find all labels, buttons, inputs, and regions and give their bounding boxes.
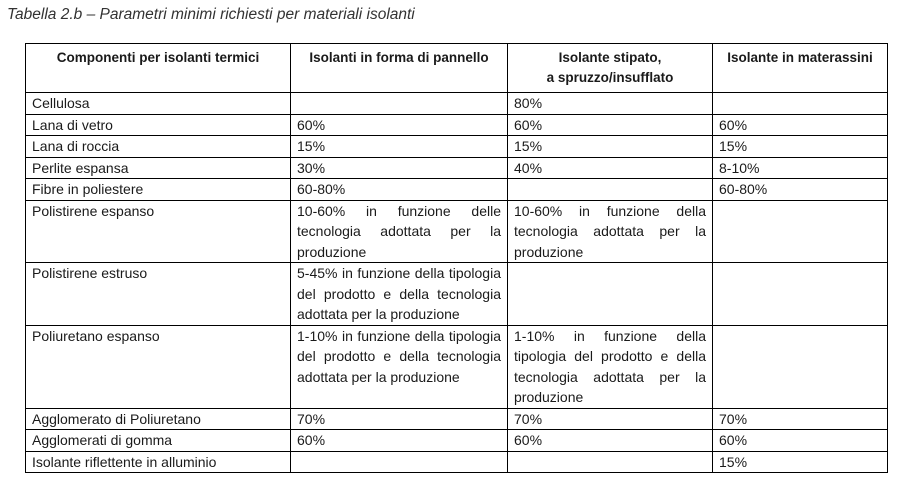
header-mattress: Isolante in materassini [713, 44, 888, 93]
table-row [26, 179, 888, 201]
cell-component: Perlite espansa [26, 157, 291, 179]
insulation-parameters-table [25, 43, 888, 473]
cell-stuffed: 70% [508, 408, 713, 430]
table-row [26, 325, 888, 408]
cell-mattress: 60% [713, 114, 888, 136]
cell-component: Fibre in poliestere [26, 179, 291, 201]
table-header-row [26, 44, 888, 93]
cell-stuffed: 60% [508, 430, 713, 452]
cell-stuffed [508, 263, 713, 326]
cell-panel: 5-45% in funzione della tipologia del prodotto e della tecnologia adottata per la produzione [291, 263, 508, 326]
cell-panel: 60-80% [291, 179, 508, 201]
header-stuffed [508, 44, 713, 93]
cell-panel: 30% [291, 157, 508, 179]
cell-component: Agglomerati di gomma [26, 430, 291, 452]
cell-component: Polistirene estruso [26, 263, 291, 326]
cell-mattress [713, 200, 888, 263]
cell-mattress: 8-10% [713, 157, 888, 179]
cell-panel: 70% [291, 408, 508, 430]
table-row [26, 93, 888, 115]
table-row [26, 136, 888, 158]
header-stuffed-line1: Isolante stipato, [558, 50, 662, 65]
cell-component: Poliuretano espanso [26, 325, 291, 408]
cell-stuffed: 15% [508, 136, 713, 158]
cell-stuffed [508, 451, 713, 473]
cell-mattress: 15% [713, 451, 888, 473]
cell-panel [291, 451, 508, 473]
cell-panel [291, 93, 508, 115]
table-row [26, 157, 888, 179]
cell-mattress: 60-80% [713, 179, 888, 201]
cell-panel: 60% [291, 114, 508, 136]
cell-mattress [713, 263, 888, 326]
cell-panel: 10-60% in funzione delle tecnologia adottata per la produzione [291, 200, 508, 263]
cell-mattress: 70% [713, 408, 888, 430]
cell-mattress [713, 325, 888, 408]
table-row [26, 200, 888, 263]
cell-mattress: 60% [713, 430, 888, 452]
cell-stuffed: 40% [508, 157, 713, 179]
table-row [26, 263, 888, 326]
cell-mattress [713, 93, 888, 115]
cell-panel: 60% [291, 430, 508, 452]
cell-stuffed: 80% [508, 93, 713, 115]
cell-component: Lana di roccia [26, 136, 291, 158]
cell-panel: 1-10% in funzione della tipologia del prodotto e della tecnologia adottata per la produzione [291, 325, 508, 408]
cell-component: Agglomerato di Poliuretano [26, 408, 291, 430]
header-stuffed-line2: a spruzzo/insufflato [546, 70, 674, 85]
cell-mattress: 15% [713, 136, 888, 158]
cell-component: Lana di vetro [26, 114, 291, 136]
table-row [26, 451, 888, 473]
header-components: Componenti per isolanti termici [26, 44, 291, 93]
cell-component: Cellulosa [26, 93, 291, 115]
table-row [26, 430, 888, 452]
cell-stuffed [508, 179, 713, 201]
cell-stuffed: 60% [508, 114, 713, 136]
table-row [26, 114, 888, 136]
table-caption: Tabella 2.b – Parametri minimi richiesti per materiali isolanti [7, 6, 415, 23]
cell-component: Isolante riflettente in alluminio [26, 451, 291, 473]
cell-stuffed: 1-10% in funzione della tipologia del prodotto e della tecnologia adottata per la produzione [508, 325, 713, 408]
cell-component: Polistirene espanso [26, 200, 291, 263]
cell-stuffed: 10-60% in funzione della tecnologia adottata per la produzione [508, 200, 713, 263]
table-row [26, 408, 888, 430]
cell-panel: 15% [291, 136, 508, 158]
header-panel: Isolanti in forma di pannello [291, 44, 508, 93]
